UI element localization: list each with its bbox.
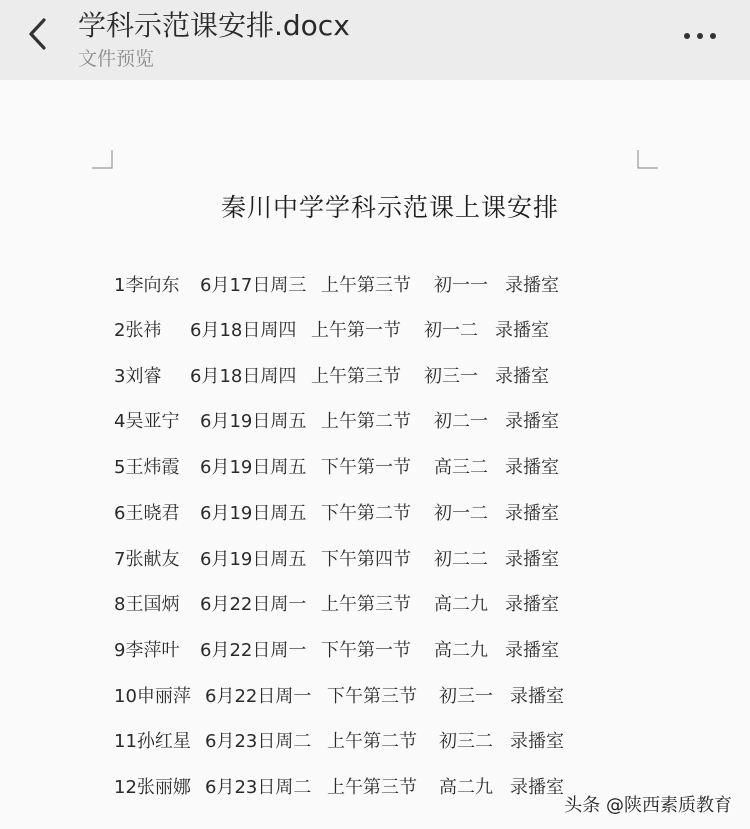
margin-corner-mark-right — [636, 150, 660, 170]
chevron-left-icon — [26, 16, 50, 52]
file-title: 学科示范课安排.docx — [78, 9, 350, 42]
row-teacher: 11孙红星 — [114, 731, 191, 752]
more-horizontal-icon — [683, 32, 717, 40]
row-class: 高三二 — [434, 457, 488, 478]
file-preview-subtitle: 文件预览 — [78, 48, 155, 70]
back-button[interactable] — [18, 14, 58, 54]
row-date: 6月18日周四 — [190, 320, 297, 341]
document-title: 秦川中学学科示范课上课安排 — [220, 193, 559, 222]
row-room: 录播室 — [510, 777, 564, 798]
row-teacher: 10申丽萍 — [114, 686, 191, 707]
row-period: 下午第三节 — [327, 686, 417, 707]
row-class: 初三一 — [439, 686, 493, 707]
row-date: 6月23日周二 — [205, 777, 312, 798]
row-period: 上午第三节 — [311, 366, 401, 387]
row-room: 录播室 — [510, 686, 564, 707]
row-room: 录播室 — [505, 640, 559, 661]
row-period: 下午第一节 — [321, 457, 411, 478]
row-room: 录播室 — [505, 411, 559, 432]
row-teacher: 9李萍叶 — [114, 640, 180, 661]
row-class: 初二二 — [434, 549, 488, 570]
row-period: 下午第二节 — [321, 503, 411, 524]
row-date: 6月23日周二 — [205, 731, 312, 752]
row-date: 6月22日周一 — [200, 594, 307, 615]
row-class: 初一一 — [434, 275, 488, 296]
row-date: 6月19日周五 — [200, 457, 307, 478]
row-teacher: 2张祎 — [114, 320, 162, 341]
row-teacher: 4吴亚宁 — [114, 411, 180, 432]
row-period: 下午第一节 — [321, 640, 411, 661]
row-room: 录播室 — [510, 731, 564, 752]
row-date: 6月18日周四 — [190, 366, 297, 387]
row-period: 下午第四节 — [321, 549, 411, 570]
row-period: 上午第三节 — [327, 777, 417, 798]
row-class: 初二一 — [434, 411, 488, 432]
row-class: 高二九 — [439, 777, 493, 798]
row-class: 初一二 — [424, 320, 478, 341]
document-page[interactable] — [0, 80, 750, 829]
row-date: 6月17日周三 — [200, 275, 307, 296]
row-teacher: 1李向东 — [114, 275, 180, 296]
row-room: 录播室 — [495, 320, 549, 341]
row-class: 高二九 — [434, 640, 488, 661]
row-room: 录播室 — [495, 366, 549, 387]
row-date: 6月22日周一 — [200, 640, 307, 661]
row-date: 6月22日周一 — [205, 686, 312, 707]
row-room: 录播室 — [505, 457, 559, 478]
row-class: 初一二 — [434, 503, 488, 524]
row-teacher: 12张丽娜 — [114, 777, 191, 798]
row-teacher: 6王晓君 — [114, 503, 180, 524]
row-teacher: 7张献友 — [114, 549, 180, 570]
row-date: 6月19日周五 — [200, 549, 307, 570]
row-date: 6月19日周五 — [200, 411, 307, 432]
row-class: 初三一 — [424, 366, 478, 387]
top-bar — [0, 0, 750, 78]
row-period: 上午第二节 — [321, 411, 411, 432]
margin-corner-mark-left — [92, 150, 116, 170]
row-room: 录播室 — [505, 275, 559, 296]
more-options-button[interactable] — [680, 22, 720, 50]
row-period: 上午第一节 — [311, 320, 401, 341]
row-date: 6月19日周五 — [200, 503, 307, 524]
row-period: 上午第三节 — [321, 275, 411, 296]
row-teacher: 8王国炳 — [114, 594, 180, 615]
watermark: 头条 @陕西素质教育 — [564, 795, 732, 816]
row-period: 上午第三节 — [321, 594, 411, 615]
row-room: 录播室 — [505, 503, 559, 524]
row-teacher: 5王炜霞 — [114, 457, 180, 478]
row-period: 上午第二节 — [327, 731, 417, 752]
row-teacher: 3刘睿 — [114, 366, 162, 387]
row-class: 高二九 — [434, 594, 488, 615]
row-room: 录播室 — [505, 594, 559, 615]
row-room: 录播室 — [505, 549, 559, 570]
row-class: 初三二 — [439, 731, 493, 752]
